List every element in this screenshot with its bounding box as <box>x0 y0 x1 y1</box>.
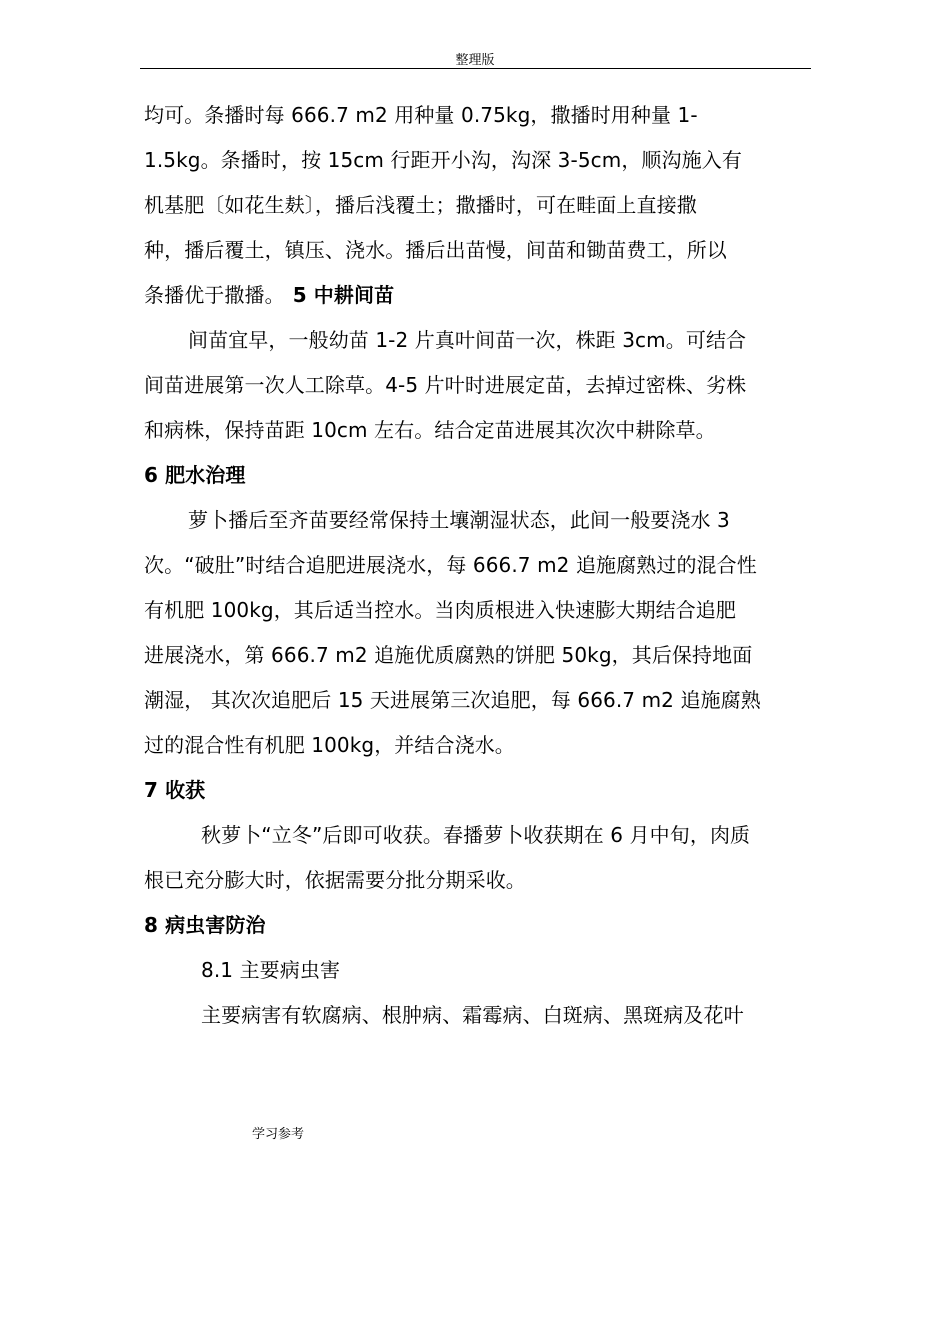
document-body <box>144 93 824 1038</box>
paragraph-line: 根已充分膨大时，依据需要分批分期采收。 <box>144 868 526 892</box>
paragraph-line: 萝卜播后至齐苗要经常保持土壤潮湿状态，此间一般要浇水 3 <box>188 508 730 532</box>
paragraph-line: 间苗进展第一次人工除草。4-5 片叶时进展定苗，去掉过密株、劣株 <box>144 373 747 397</box>
section-7-heading: 7 收获 <box>144 778 206 802</box>
paragraph-line: 主要病害有软腐病、根肿病、霜霉病、白斑病、黑斑病及花叶 <box>201 1003 744 1027</box>
paragraph-text: 条播优于撒播。 <box>144 283 285 307</box>
paragraph-line: 进展浇水，第 666.7 m2 追施优质腐熟的饼肥 50kg，其后保持地面 <box>144 643 753 667</box>
paragraph-line: 过的混合性有机肥 100kg，并结合浇水。 <box>144 733 515 757</box>
subsection-8-1-heading: 8.1 主要病虫害 <box>201 958 341 982</box>
section-5-heading: 5 中耕间苗 <box>292 283 395 307</box>
section-8-heading: 8 病虫害防治 <box>144 913 266 937</box>
section-6-heading: 6 肥水治理 <box>144 463 246 487</box>
page-footer: 学习参考 <box>252 1127 305 1142</box>
paragraph-line: 秋萝卜“立冬”后即可收获。春播萝卜收获期在 6 月中旬，肉质 <box>201 823 751 847</box>
paragraph-line: 均可。条播时每 666.7 m2 用种量 0.75kg，撒播时用种量 1- <box>144 103 698 127</box>
page-header: 整理版 <box>455 53 495 68</box>
paragraph-line-with-heading <box>144 273 824 318</box>
paragraph-line: 有机肥 100kg，其后适当控水。当肉质根进入快速膨大期结合追肥 <box>144 598 737 622</box>
paragraph-line: 潮湿， 其次次追肥后 15 天进展第三次追肥，每 666.7 m2 追施腐熟 <box>144 688 761 712</box>
header-rule <box>140 68 811 69</box>
paragraph-line: 1.5kg。条播时，按 15cm 行距开小沟，沟深 3-5cm，顺沟施入有 <box>144 148 742 172</box>
paragraph-line: 次。“破肚”时结合追肥进展浇水，每 666.7 m2 追施腐熟过的混合性 <box>144 553 757 577</box>
paragraph-line: 种，播后覆土，镇压、浇水。播后出苗慢，间苗和锄苗费工，所以 <box>144 238 727 262</box>
paragraph-line: 机基肥〔如花生麸〕，播后浅覆土；撒播时，可在畦面上直接撒 <box>144 193 697 217</box>
paragraph-line: 间苗宜早，一般幼苗 1-2 片真叶间苗一次，株距 3cm。可结合 <box>188 328 747 352</box>
paragraph-line: 和病株，保持苗距 10cm 左右。结合定苗进展其次次中耕除草。 <box>144 418 716 442</box>
